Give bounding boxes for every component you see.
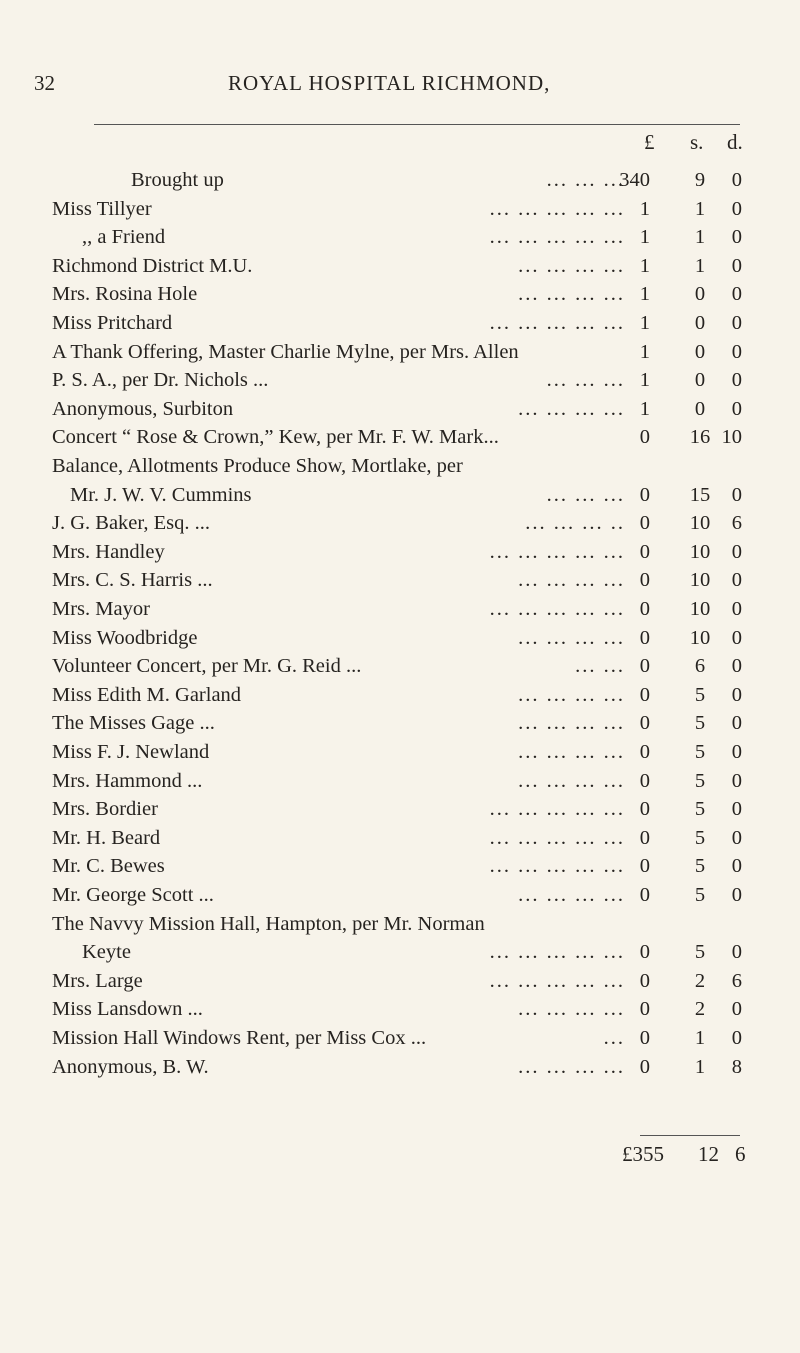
amount-pounds: 0 <box>639 569 650 591</box>
donor-name: Mrs. Hammond ... <box>52 770 203 792</box>
amount-shillings: 9 <box>694 169 706 191</box>
ledger-row <box>0 308 800 338</box>
amount-pounds: 0 <box>639 1056 650 1078</box>
ledger-row <box>0 508 800 538</box>
leader-dots: ... ... ... ... ... <box>489 855 625 877</box>
leader-dots: ... ... ... ... <box>518 741 625 763</box>
amount-pounds: 1 <box>639 369 650 391</box>
amount-pounds: 0 <box>639 655 650 677</box>
leader-dots: ... ... ... ... <box>518 569 625 591</box>
amount-shillings: 16 <box>689 426 711 448</box>
ledger-row <box>0 823 800 853</box>
leader-dots: ... ... ... ... ... <box>489 312 625 334</box>
amount-shillings: 1 <box>694 1027 706 1049</box>
donor-name: P. S. A., per Dr. Nichols ... <box>52 369 269 391</box>
amount-shillings: 0 <box>694 369 706 391</box>
donor-name: Brought up <box>131 169 224 191</box>
leader-dots: ... ... ... ... ... <box>489 541 625 563</box>
amount-pence: 0 <box>731 255 742 277</box>
amount-pence: 0 <box>731 341 742 363</box>
leader-dots: ... ... ... .. <box>525 512 625 534</box>
donor-name: ,, a Friend <box>82 226 166 248</box>
ledger-row <box>0 422 800 452</box>
amount-pounds: 0 <box>639 884 650 906</box>
amount-pence: 0 <box>731 684 742 706</box>
amount-shillings: 10 <box>689 512 711 534</box>
total-pence: 6 <box>735 1142 746 1166</box>
amount-shillings: 5 <box>694 798 706 820</box>
amount-pounds: 1 <box>639 198 650 220</box>
donor-name: Mission Hall Windows Rent, per Miss Cox ... <box>52 1027 427 1049</box>
amount-pounds: 0 <box>639 627 650 649</box>
leader-dots: ... ... ... ... ... <box>489 798 625 820</box>
amount-pounds: 1 <box>639 398 650 420</box>
amount-shillings: 10 <box>689 598 711 620</box>
amount-pounds: 1 <box>639 255 650 277</box>
amount-shillings: 0 <box>694 398 706 420</box>
leader-dots: ... ... ... ... ... <box>489 198 625 220</box>
leader-dots: ... ... ... ... <box>518 712 625 734</box>
total-pounds: £355 <box>622 1142 664 1166</box>
amount-pounds: 0 <box>639 484 650 506</box>
amount-shillings: 6 <box>694 655 706 677</box>
total-row <box>0 1142 800 1172</box>
amount-shillings: 2 <box>694 998 706 1020</box>
shillings-heading: s. <box>690 130 704 154</box>
amount-pence: 10 <box>721 426 742 448</box>
amount-shillings: 5 <box>694 941 706 963</box>
leader-dots: ... ... ... ... ... <box>489 226 625 248</box>
donor-name: Mr. C. Bewes <box>52 855 165 877</box>
amount-shillings: 10 <box>689 541 711 563</box>
amount-pounds: 0 <box>639 541 650 563</box>
leader-dots: ... ... <box>575 655 625 677</box>
amount-pence: 0 <box>731 770 742 792</box>
leader-dots: ... ... ... ... <box>518 398 625 420</box>
amount-pounds: 0 <box>639 712 650 734</box>
amount-pence: 0 <box>731 169 742 191</box>
amount-shillings: 1 <box>694 198 706 220</box>
amount-pounds: 0 <box>639 998 650 1020</box>
donor-name: Mrs. Handley <box>52 541 165 563</box>
page-number: 32 <box>34 71 55 95</box>
ledger-row <box>0 1052 800 1082</box>
leader-dots: ... ... ... ... ... <box>489 827 625 849</box>
ledger-row <box>0 937 800 967</box>
amount-shillings: 1 <box>694 1056 706 1078</box>
amount-pounds: 0 <box>639 798 650 820</box>
leader-dots: ... ... ... <box>546 369 625 391</box>
amount-pounds: 0 <box>639 512 650 534</box>
donor-name: Keyte <box>82 941 131 963</box>
leader-dots: ... ... ... ... ... <box>489 598 625 620</box>
donor-name: Mr. J. W. V. Cummins <box>70 484 252 506</box>
donor-name: Miss Lansdown ... <box>52 998 203 1020</box>
amount-pounds: 0 <box>639 598 650 620</box>
amount-shillings: 2 <box>694 970 706 992</box>
donor-name: Concert “ Rose & Crown,” Kew, per Mr. F. W. Mark... <box>52 426 499 448</box>
ledger-row <box>0 737 800 767</box>
donor-name: The Navvy Mission Hall, Hampton, per Mr. Norman <box>52 913 485 935</box>
amount-pounds: 0 <box>639 684 650 706</box>
amount-shillings: 15 <box>689 484 711 506</box>
amount-pounds: 0 <box>639 855 650 877</box>
donor-name: Miss Edith M. Garland <box>52 684 242 706</box>
ledger-row <box>0 537 800 567</box>
amount-shillings: 5 <box>694 884 706 906</box>
amount-pence: 0 <box>731 741 742 763</box>
leader-dots: ... ... ... <box>546 169 625 191</box>
amount-shillings: 0 <box>694 341 706 363</box>
leader-dots: ... ... ... ... ... <box>489 970 625 992</box>
amount-pence: 0 <box>731 655 742 677</box>
amount-pounds: 0 <box>639 770 650 792</box>
donor-name: Mrs. Bordier <box>52 798 158 820</box>
donor-name: Anonymous, B. W. <box>52 1056 209 1078</box>
ledger-row <box>0 680 800 710</box>
ledger-row <box>0 365 800 395</box>
leader-dots: ... ... ... ... <box>518 1056 625 1078</box>
amount-shillings: 1 <box>694 255 706 277</box>
amount-shillings: 5 <box>694 684 706 706</box>
page-header <box>0 71 800 111</box>
amount-shillings: 5 <box>694 741 706 763</box>
amount-pence: 0 <box>731 369 742 391</box>
amount-shillings: 10 <box>689 627 711 649</box>
ledger-row <box>0 880 800 910</box>
amount-pence: 0 <box>731 484 742 506</box>
amount-pounds: 1 <box>639 312 650 334</box>
ledger-row <box>0 194 800 224</box>
ledger-row <box>0 966 800 996</box>
amount-pence: 0 <box>731 283 742 305</box>
leader-dots: ... ... ... ... <box>518 283 625 305</box>
donor-name: J. G. Baker, Esq. ... <box>52 512 211 534</box>
leader-dots: ... ... ... ... <box>518 998 625 1020</box>
amount-pence: 0 <box>731 627 742 649</box>
ledger-row <box>0 279 800 309</box>
amount-pounds: 0 <box>639 741 650 763</box>
amount-pence: 0 <box>731 226 742 248</box>
total-shillings: 12 <box>698 1142 719 1166</box>
amount-pounds: 1 <box>639 341 650 363</box>
donor-name: Anonymous, Surbiton <box>52 398 234 420</box>
ledger-row <box>0 594 800 624</box>
amount-shillings: 5 <box>694 855 706 877</box>
amount-pounds: 0 <box>639 1027 650 1049</box>
amount-pence: 6 <box>731 512 742 534</box>
amount-pence: 0 <box>731 198 742 220</box>
amount-shillings: 5 <box>694 712 706 734</box>
amount-pounds: 340 <box>619 169 650 191</box>
amount-shillings: 0 <box>694 283 706 305</box>
ledger-row <box>0 794 800 824</box>
amount-pence: 0 <box>731 855 742 877</box>
leader-dots: ... ... ... ... ... <box>489 941 625 963</box>
ledger-row <box>0 222 800 252</box>
amount-pence: 0 <box>731 941 742 963</box>
amount-pence: 0 <box>731 827 742 849</box>
leader-dots: ... ... ... ... <box>518 884 625 906</box>
donor-name: Miss Pritchard <box>52 312 173 334</box>
ledger-row <box>0 451 800 481</box>
donor-name: A Thank Offering, Master Charlie Mylne, per Mrs. Allen <box>52 341 519 363</box>
ledger-row <box>0 565 800 595</box>
donor-name: Volunteer Concert, per Mr. G. Reid ... <box>52 655 362 677</box>
donor-name: Richmond District M.U. <box>52 255 253 277</box>
amount-shillings: 10 <box>689 569 711 591</box>
leader-dots: ... ... ... ... <box>518 627 625 649</box>
running-title: ROYAL HOSPITAL RICHMOND, <box>228 71 551 95</box>
ledger-row <box>0 766 800 796</box>
donor-name: Mrs. C. S. Harris ... <box>52 569 213 591</box>
ledger-row <box>0 337 800 367</box>
amount-pence: 0 <box>731 569 742 591</box>
pounds-heading: £ <box>644 130 655 154</box>
column-headings <box>0 130 800 160</box>
amount-pence: 6 <box>731 970 742 992</box>
leader-dots: ... <box>603 1027 625 1049</box>
amount-shillings: 5 <box>694 770 706 792</box>
donor-name: Miss F. J. Newland <box>52 741 210 763</box>
donor-name: Balance, Allotments Produce Show, Mortlake, per <box>52 455 463 477</box>
amount-pence: 0 <box>731 1027 742 1049</box>
ledger-row <box>0 623 800 653</box>
amount-pounds: 0 <box>639 426 650 448</box>
amount-pounds: 1 <box>639 283 650 305</box>
donor-name: Mr. George Scott ... <box>52 884 214 906</box>
ledger-row <box>0 708 800 738</box>
top-rule <box>94 124 740 125</box>
amount-pence: 8 <box>731 1056 742 1078</box>
ledger-row <box>0 1023 800 1053</box>
donor-name: Mr. H. Beard <box>52 827 161 849</box>
ledger-row <box>0 251 800 281</box>
ledger-row <box>0 851 800 881</box>
amount-pence: 0 <box>731 712 742 734</box>
amount-pounds: 0 <box>639 970 650 992</box>
amount-pence: 0 <box>731 541 742 563</box>
pence-heading: d. <box>727 130 743 154</box>
donor-name: Miss Tillyer <box>52 198 152 220</box>
ledger-row <box>0 394 800 424</box>
ledger-row <box>0 651 800 681</box>
donor-name: Mrs. Large <box>52 970 143 992</box>
amount-pence: 0 <box>731 798 742 820</box>
total-rule <box>640 1135 740 1136</box>
amount-pence: 0 <box>731 998 742 1020</box>
leader-dots: ... ... ... ... <box>518 684 625 706</box>
leader-dots: ... ... ... <box>546 484 625 506</box>
amount-pence: 0 <box>731 398 742 420</box>
donor-name: Mrs. Mayor <box>52 598 150 620</box>
amount-shillings: 1 <box>694 226 706 248</box>
amount-shillings: 5 <box>694 827 706 849</box>
leader-dots: ... ... ... ... <box>518 255 625 277</box>
amount-pence: 0 <box>731 884 742 906</box>
donor-name: The Misses Gage ... <box>52 712 215 734</box>
amount-pounds: 0 <box>639 941 650 963</box>
donor-name: Mrs. Rosina Hole <box>52 283 198 305</box>
donor-name: Miss Woodbridge <box>52 627 198 649</box>
amount-pence: 0 <box>731 598 742 620</box>
ledger-row <box>0 165 800 195</box>
ledger-row <box>0 480 800 510</box>
amount-pounds: 0 <box>639 827 650 849</box>
amount-pounds: 1 <box>639 226 650 248</box>
leader-dots: ... ... ... ... <box>518 770 625 792</box>
ledger-row <box>0 994 800 1024</box>
amount-pence: 0 <box>731 312 742 334</box>
amount-shillings: 0 <box>694 312 706 334</box>
ledger-row <box>0 909 800 939</box>
